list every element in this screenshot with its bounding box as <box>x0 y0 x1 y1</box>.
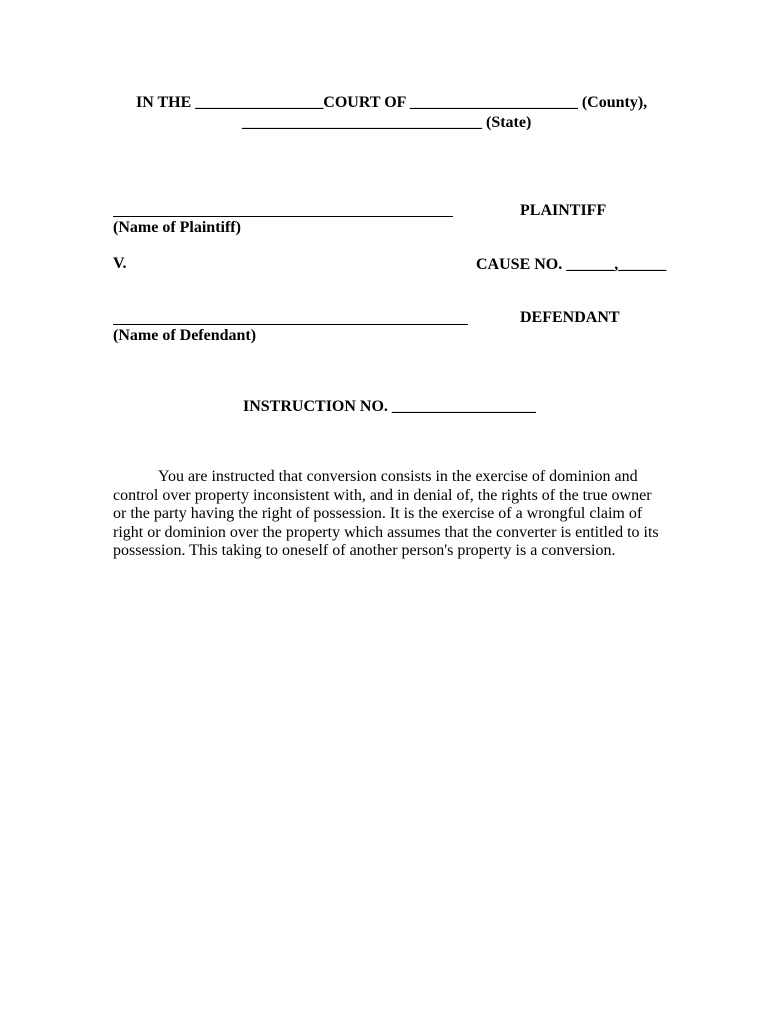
court-heading-line-1: IN THE ________________COURT OF _____________________ (County), <box>136 94 648 111</box>
instruction-paragraph: You are instructed that conversion consists in the exercise of dominion and control over property inconsistent with, and in denial of, the rights of the true owner or the party having the right of possession. It is the exercise of a wrongful claim of right or dominion over the property which assumes that the converter is entitled to its possession. This taking to oneself of another person's property is a conversion. <box>113 468 659 560</box>
defendant-name-label: (Name of Defendant) <box>113 327 257 344</box>
defendant-signature-line <box>113 324 468 325</box>
defendant-role-label: DEFENDANT <box>520 309 620 326</box>
cause-number-label: CAUSE NO. ______,______ <box>476 256 667 273</box>
instruction-number-label: INSTRUCTION NO. __________________ <box>243 398 536 415</box>
versus-label: V. <box>113 255 127 272</box>
court-heading-line-2: ______________________________ (State) <box>242 114 532 131</box>
plaintiff-signature-line <box>113 216 453 217</box>
instruction-body <box>113 468 668 561</box>
plaintiff-name-label: (Name of Plaintiff) <box>113 219 241 236</box>
plaintiff-role-label: PLAINTIFF <box>520 202 607 219</box>
